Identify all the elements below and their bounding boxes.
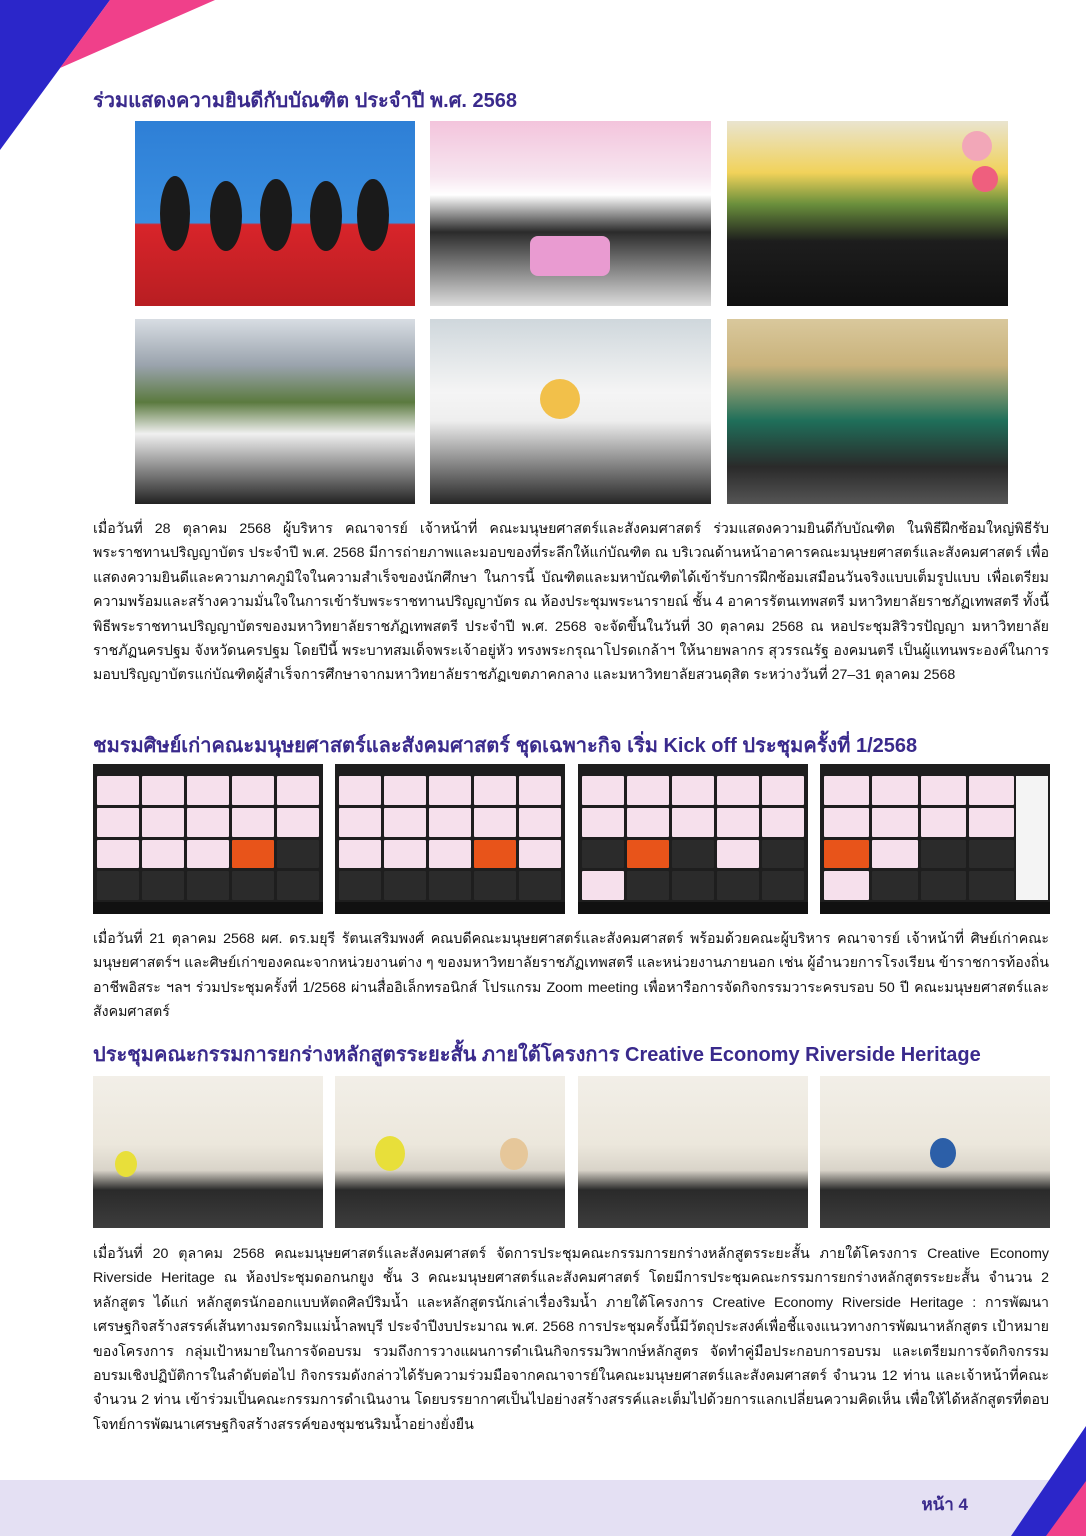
- corner-decoration-bottom-right: [916, 1426, 1086, 1536]
- photo-committee-meeting-1: [93, 1076, 323, 1228]
- section-heading-curriculum: ประชุมคณะกรรมการยกร่างหลักสูตรระยะสั้น ภายใต้โครงการ Creative Economy Riverside Heritage: [93, 1044, 981, 1066]
- photo-flower-giving: [430, 319, 711, 504]
- photo-zoom-meeting-1: [93, 764, 323, 914]
- photo-zoom-meeting-2: [335, 764, 565, 914]
- section-body-alumni: เมื่อวันที่ 21 ตุลาคม 2568 ผศ. ดร.มยุรี รัตนเสริมพงศ์ คณบดีคณะมนุษยศาสตร์และสังคมศาสตร์ พร้อมด้วยคณะผู้บริหาร คณาจารย์ เจ้าหน้าที่ ศิษย์เก่าคณะมนุษยศาสตร์ฯ และศิษย์เก่าของคณะจากหน่วยงานต่าง ๆ ของมหาวิทยาลัยราชภัฏเทพสตรี และหน่วยงานภายนอก เช่น ผู้อำนวยการโรงเรียน ข้าราชการท้องถิ่น อาชีพอิสระ ฯลฯ ร่วมประชุมครั้งที่ 1/2568 ผ่านสื่ออิเล็กทรอนิกส์ โปรแกรม Zoom meeting เพื่อหารือการจัดกิจกรรมวาระครบรอบ 50 ปี คณะมนุษยศาสตร์และสังคมศาสตร์: [93, 931, 1049, 1021]
- section-heading-alumni: ชมรมศิษย์เก่าคณะมนุษยศาสตร์และสังคมศาสตร์ ชุดเฉพาะกิจ เริ่ม Kick off ประชุมครั้งที่ 1/2568: [93, 735, 918, 757]
- photo-zoom-meeting-3: [578, 764, 808, 914]
- section-body-curriculum: เมื่อวันที่ 20 ตุลาคม 2568 คณะมนุษยศาสตร์และสังคมศาสตร์ จัดการประชุมคณะกรรมการยกร่างหลักสูตรระยะสั้น ภายใต้โครงการ Creative Economy Riverside Heritage ณ ห้องประชุมดอกนกยูง ชั้น 3 คณะมนุษยศาสตร์และสังคมศาสตร์ โดยมีการประชุมคณะกรรมการยกร่างหลักสูตรระยะสั้น จำนวน 2 หลักสูตร ได้แก่ หลักสูตรนักออกแบบหัตถศิลป์ริมน้ำ และหลักสูตรนักเล่าเรื่องริมน้ำ ภายใต้โครงการ Creative Economy Riverside Heritage : การพัฒนาเศรษฐกิจสร้างสรรค์เส้นทางมรดกริมแม่น้ำลพบุรี ประจำปีงบประมาณ พ.ศ. 2568 การประชุมครั้งนี้มีวัตถุประสงค์เพื่อชี้แจงแนวทางการพัฒนาหลักสูตร เป้าหมายของโครงการ กลุ่มเป้าหมายในการจัดอบรม รวมถึงการวางแผนการดำเนินกิจกรรมวิพากษ์หลักสูตร จัดทำคู่มือประกอบการอบรม และเตรียมการจัดกิจกรรมอบรมเชิงปฏิบัติการในลำดับต่อไป กิจกรรมดังกล่าวได้รับความร่วมมือจากคณาจารย์ในคณะมนุษยศาสตร์และสังคมศาสตร์ จำนวน 12 ท่าน และเจ้าหน้าที่คณะ จำนวน 2 ท่าน เข้าร่วมเป็นคณะกรรมการดำเนินงาน โดยบรรยากาศเป็นไปอย่างสร้างสรรค์และเต็มไปด้วยการแลกเปลี่ยนความคิดเห็น เพื่อให้ได้หลักสูตรที่ตอบโจทย์การพัฒนาเศรษฐกิจสร้างสรรค์ของชุมชนริมน้ำอย่างยั่งยืน: [93, 1246, 1049, 1433]
- section-body-graduation: เมื่อวันที่ 28 ตุลาคม 2568 ผู้บริหาร คณาจารย์ เจ้าหน้าที่ คณะมนุษยศาสตร์และสังคมศาสตร์ ร่วมแสดงความยินดีกับบัณฑิต ในพิธีฝึกซ้อมใหญ่พิธีรับพระราชทานปริญญาบัตร ประจำปี พ.ศ. 2568 มีการถ่ายภาพและมอบของที่ระลึกให้แก่บัณฑิต ณ บริเวณด้านหน้าอาคารคณะมนุษยศาสตร์และสังคมศาสตร์ เพื่อแสดงความยินดีและความภาคภูมิใจในความสำเร็จของนักศึกษา ในการนี้ บัณฑิตและมหาบัณฑิตได้เข้ารับการฝึกซ้อมเสมือนวันจริงแบบเต็มรูปแบบ เพื่อเตรียมความพร้อมและสร้างความมั่นใจในการเข้ารับพระราชทานปริญญาบัตร ณ ห้องประชุมพระนารายณ์ ชั้น 4 อาคารรัตนเทพสตรี มหาวิทยาลัยราชภัฏเทพสตรี ทั้งนี้ พิธีพระราชทานปริญญาบัตรของมหาวิทยาลัยราชภัฏเทพสตรี ประจำปี พ.ศ. 2568 จะจัดขึ้นในวันที่ 30 ตุลาคม 2568 ณ หอประชุมสิริวรปัญญา มหาวิทยาลัยราชภัฏนครปฐม จังหวัดนครปฐม โดยปีนี้ พระบาทสมเด็จพระเจ้าอยู่หัว ทรงพระกรุณาโปรดเกล้าฯ ให้นายพลากร สุวรรณรัฐ องคมนตรี เป็นผู้แทนพระองค์ในการมอบปริญญาบัตรแก่บัณฑิตผู้สำเร็จการศึกษาจากมหาวิทยาลัยราชภัฏเขตภาคกลาง และมหาวิทยาลัยสวนดุสิต ระหว่างวันที่ 27–31 ตุลาคม 2568: [93, 521, 1049, 684]
- photo-committee-meeting-2: [335, 1076, 565, 1228]
- photo-graduation-stage: [135, 121, 415, 306]
- photo-zoom-meeting-4: [820, 764, 1050, 914]
- page-number: หน้า 4: [921, 1495, 968, 1514]
- photo-ceremony-hall: [727, 319, 1008, 504]
- photo-committee-meeting-3: [578, 1076, 808, 1228]
- photo-faculty-building: [135, 319, 415, 504]
- section-heading-graduation: ร่วมแสดงความยินดีกับบัณฑิต ประจำปี พ.ศ. 2568: [93, 90, 518, 112]
- photo-campus-crowd: [727, 121, 1008, 306]
- photo-committee-meeting-4: [820, 1076, 1050, 1228]
- photo-congratulations-group: [430, 121, 711, 306]
